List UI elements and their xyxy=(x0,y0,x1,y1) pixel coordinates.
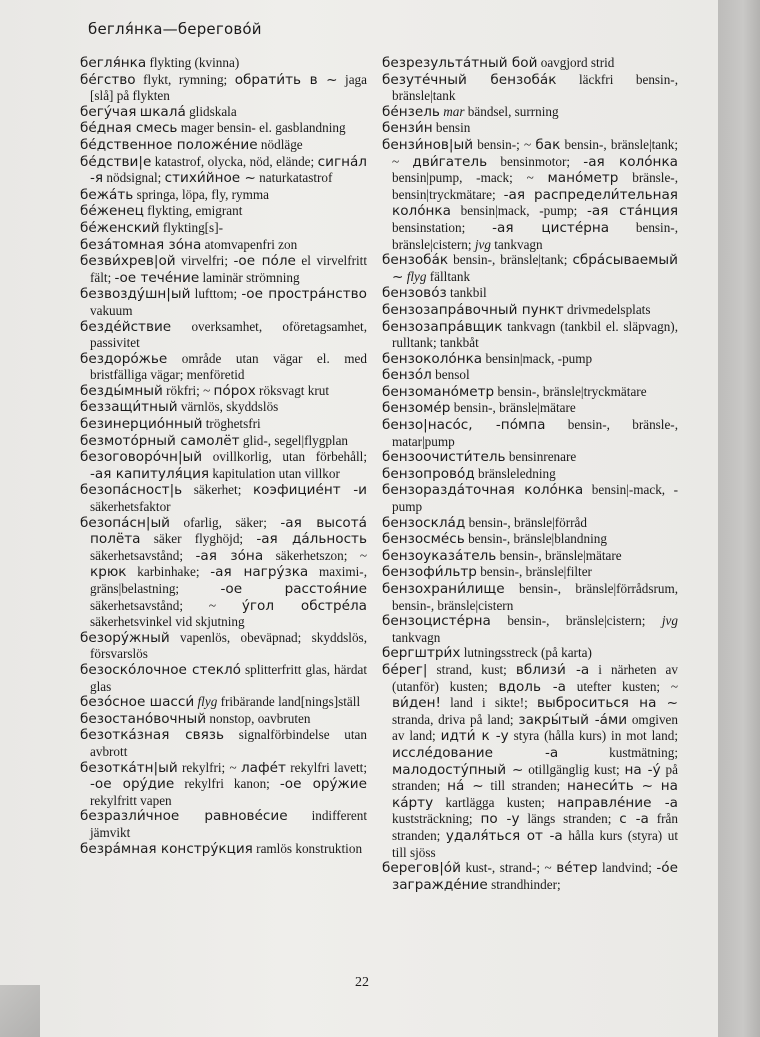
swedish-translation: från stranden; xyxy=(392,811,678,843)
swedish-translation: ovillkorlig, utan förbehåll; xyxy=(202,449,367,465)
dictionary-entry xyxy=(80,760,367,809)
swedish-translation: tankvagn xyxy=(490,236,543,252)
russian-term: закры́тый -а́ми xyxy=(518,711,628,728)
russian-term: сигна́л -я xyxy=(90,153,367,187)
dictionary-entry xyxy=(382,482,678,514)
russian-term: -ая коло́нка xyxy=(583,153,678,170)
russian-term: бездоро́жье xyxy=(80,350,168,367)
dictionary-entry xyxy=(382,120,678,137)
swedish-translation: kartlägga kusten; xyxy=(433,794,558,810)
russian-term: безрезульта́тный бой xyxy=(382,55,538,71)
dictionary-entry xyxy=(80,220,367,237)
swedish-translation: bensin-, bränsle|mätare xyxy=(450,400,576,416)
swedish-translation: signalförbindelse utan avbrott xyxy=(90,727,367,759)
russian-term: безо́сное шасси́ xyxy=(80,694,195,711)
russian-term: -о́е загражде́ние xyxy=(392,860,678,893)
swedish-translation: bensin-, bränsle|cistern; xyxy=(392,219,678,252)
russian-term: бежа́ть xyxy=(80,186,134,203)
swedish-translation: lutningsstreck (på karta) xyxy=(460,645,592,661)
dictionary-entry xyxy=(382,548,678,565)
russian-term: безинерцио́нный xyxy=(80,416,203,433)
dictionary-entry xyxy=(80,187,367,204)
russian-term: вблизи́ -а xyxy=(515,661,590,678)
right-column xyxy=(382,55,678,893)
swedish-translation: säkerhetsvinkel vid skjutning xyxy=(90,614,245,630)
swedish-translation: fälltank xyxy=(426,268,471,284)
swedish-translation: säkerhetszon; ~ xyxy=(263,547,367,563)
dictionary-entry xyxy=(80,433,367,450)
russian-term: бе́женский xyxy=(80,219,160,236)
russian-term: мано́метр xyxy=(547,170,619,187)
swedish-translation: bensin-, bränsle|filter xyxy=(476,564,592,580)
swedish-translation: bensin|mack, -pump xyxy=(482,350,593,366)
swedish-translation: mager bensin- el. gasblandning xyxy=(177,120,346,136)
swedish-translation: splitterfritt glas, härdat glas xyxy=(90,661,367,694)
russian-term: безуте́чный бензоба́к xyxy=(382,71,557,88)
russian-term: безра́мная констру́кция xyxy=(80,840,253,857)
russian-term: крюк xyxy=(90,564,127,581)
usage-label: jvg xyxy=(474,236,491,252)
dictionary-entry xyxy=(382,400,678,417)
swedish-translation: längs stranden; xyxy=(519,811,620,827)
dictionary-entry xyxy=(80,416,367,433)
swedish-translation: bränsleledning xyxy=(474,465,556,481)
swedish-translation: rekylfritt vapen xyxy=(90,792,172,808)
dictionary-entry xyxy=(80,383,367,400)
dictionary-entry xyxy=(80,154,367,187)
swedish-translation: rekylfri kanon; xyxy=(174,776,280,792)
swedish-translation: jaga [slå] på flykten xyxy=(90,71,368,104)
swedish-translation: naturkatastrof xyxy=(255,170,333,186)
dictionary-entry xyxy=(382,581,678,613)
swedish-translation: kustmätning; xyxy=(558,744,678,760)
dictionary-entry xyxy=(382,319,678,351)
swedish-translation: flykting, emigrant xyxy=(143,203,243,219)
russian-term: -ая распредели́тельная коло́нка xyxy=(392,186,678,220)
russian-term: -ое по́ле xyxy=(233,253,296,270)
russian-term: шкала́ xyxy=(139,103,186,120)
swedish-translation: el virvelfritt fält; xyxy=(90,253,367,285)
russian-term: бензоразда́точная коло́нка xyxy=(382,482,584,499)
dictionary-entry xyxy=(80,253,367,286)
page-number: 22 xyxy=(355,975,369,990)
swedish-translation: bensol xyxy=(431,367,470,383)
russian-term: бе́нзель xyxy=(382,103,440,120)
swedish-translation: nonstop, oavbruten xyxy=(206,710,311,726)
swedish-translation: till stranden; xyxy=(483,778,568,794)
swedish-translation: ramlös konstruktion xyxy=(252,840,363,856)
russian-term: бензофи́льтр xyxy=(382,564,477,581)
russian-term: бак xyxy=(535,136,561,153)
swedish-translation: på stranden; xyxy=(392,761,678,794)
russian-term: берегов|о́й xyxy=(382,860,461,877)
usage-label: flyg xyxy=(197,694,218,710)
dictionary-entry xyxy=(382,515,678,532)
swedish-translation: nödläge xyxy=(257,136,303,152)
russian-term: сбра́сываемый ~ xyxy=(392,252,678,285)
swedish-translation: omgiven av land; xyxy=(392,711,678,744)
swedish-translation: i närheten av (utanför) kusten; xyxy=(392,661,678,694)
dictionary-entry xyxy=(80,319,367,351)
dictionary-entry xyxy=(382,662,678,860)
russian-term: на -у́ xyxy=(624,761,661,778)
dictionary-entry xyxy=(382,72,678,104)
swedish-translation: kapitulation utan villkor xyxy=(209,465,340,481)
usage-label: mar xyxy=(443,103,465,119)
swedish-translation: säkerhetsavstånd; xyxy=(90,547,196,563)
swedish-translation: säker flyghöjd; xyxy=(140,531,257,547)
russian-term: ви́ден! xyxy=(392,695,441,712)
dictionary-entry xyxy=(382,564,678,581)
swedish-translation: kust-, strand-; ~ xyxy=(460,860,557,876)
swedish-translation: tröghetsfri xyxy=(202,416,261,432)
swedish-translation: bensinstation; xyxy=(392,219,493,235)
russian-term: безды́мный xyxy=(80,382,163,399)
russian-term: -ое ору́дие xyxy=(90,776,175,793)
swedish-translation: värnlös, skyddslös xyxy=(177,399,279,415)
swedish-translation: nödsignal; xyxy=(103,170,165,186)
swedish-translation: bensin-, bränsle|förråd xyxy=(465,514,587,530)
dictionary-entry xyxy=(80,711,367,728)
swedish-translation: bändsel, surrning xyxy=(464,103,559,119)
page-shadow-edge xyxy=(718,0,760,1037)
dictionary-entry xyxy=(80,482,367,514)
russian-term: бензоочисти́тель xyxy=(382,449,506,466)
russian-term: лафе́т xyxy=(240,759,286,776)
swedish-translation: land i sikte!; xyxy=(440,695,538,711)
dictionary-entry xyxy=(80,399,367,416)
russian-term: безостано́вочный xyxy=(80,710,207,727)
dictionary-entry xyxy=(80,104,367,121)
swedish-translation: tankvagn xyxy=(392,629,441,645)
russian-term: идти́ к -у xyxy=(440,728,509,745)
russian-term: бензоме́р xyxy=(382,400,451,417)
dictionary-entry xyxy=(80,727,367,759)
swedish-translation: bensin-, bränsle|cistern; xyxy=(490,613,662,629)
swedish-translation: oavgjord strid xyxy=(537,55,615,70)
russian-term: беззащи́тный xyxy=(80,399,178,416)
russian-term: безвозду́шн|ый xyxy=(80,286,191,303)
russian-term: безви́хрев|ой xyxy=(80,253,176,270)
swedish-translation: lufttom; xyxy=(190,286,242,302)
swedish-translation: bensinrenare xyxy=(505,449,577,465)
russian-term: бензоуказа́тель xyxy=(382,547,497,564)
russian-term: вдоль -а xyxy=(498,678,567,695)
russian-term: бензи́нов|ый xyxy=(382,136,474,153)
swedish-translation: säkerhet; xyxy=(182,482,253,498)
swedish-translation: springa, löpa, fly, rymma xyxy=(133,186,270,202)
russian-term: у́гол обстре́ла xyxy=(241,597,367,614)
russian-term: бензо́л xyxy=(382,367,432,384)
russian-term: беза́томная зо́на xyxy=(80,236,202,253)
swedish-translation: indifferent jämvikt xyxy=(90,808,368,840)
russian-term: безопа́сност|ь xyxy=(80,482,183,499)
swedish-translation: flykt, rymning; xyxy=(135,71,235,87)
russian-term: нанеси́ть ~ на ка́рту xyxy=(392,778,679,811)
dictionary-entry xyxy=(382,466,678,483)
swedish-translation: flykting (kvinna) xyxy=(146,55,240,70)
russian-term: бензоколо́нка xyxy=(382,350,483,367)
russian-term: безопа́сн|ый xyxy=(80,514,171,531)
russian-term: безмото́рный самолёт xyxy=(80,432,240,449)
russian-term: -ая нагру́зка xyxy=(210,564,309,581)
russian-term: -ое ору́жие xyxy=(279,776,367,793)
russian-term: безразли́чное равнове́сие xyxy=(80,808,288,825)
dictionary-entry xyxy=(80,351,367,383)
swedish-translation: maximi-, gräns|belastning; xyxy=(90,564,367,596)
swedish-translation: hålla kurs (styra) ut till sjöss xyxy=(392,827,679,860)
russian-term: бензозапра́вщик xyxy=(382,318,503,335)
usage-label: flyg xyxy=(406,268,427,284)
swedish-translation: otillgänglig kust; xyxy=(523,761,625,777)
swedish-translation: bensin-, bränsle|tryckmätare xyxy=(494,383,647,399)
dictionary-entry xyxy=(382,104,678,121)
russian-term: по́рох xyxy=(213,382,256,399)
russian-term: бензово́з xyxy=(382,285,447,302)
russian-term: -ая высота́ полёта xyxy=(90,514,367,548)
russian-term: бе́гство xyxy=(80,71,136,88)
swedish-translation: overksamhet, oföretagsamhet, passivitet xyxy=(90,318,367,351)
dictionary-entry xyxy=(382,351,678,368)
swedish-translation: tankbil xyxy=(446,285,487,301)
dictionary-entry xyxy=(382,55,678,72)
russian-term: бензи́н xyxy=(382,120,433,137)
dictionary-entry xyxy=(382,302,678,319)
swedish-translation: område utan vägar el. med bristfälliga vägar; menföretid xyxy=(90,350,367,383)
swedish-translation: bensin|mack, -pump; xyxy=(450,203,588,219)
swedish-translation: bensin|pump, -mack; ~ xyxy=(392,170,548,186)
dictionary-entry xyxy=(382,137,678,252)
dictionary-entry xyxy=(80,630,367,662)
swedish-translation: rekylfri lavett; xyxy=(285,759,368,775)
dictionary-entry xyxy=(382,449,678,466)
swedish-translation: atomvapenfri zon xyxy=(201,236,298,252)
swedish-translation: bensin-, bränsle-, matar|pump xyxy=(392,417,678,449)
page-corner-shadow xyxy=(0,985,40,1037)
dictionary-entry xyxy=(80,515,367,630)
russian-term: бе́дственное положе́ние xyxy=(80,136,258,153)
russian-term: -ая да́льность xyxy=(256,531,367,548)
russian-term: безоговоро́чн|ый xyxy=(80,449,203,466)
swedish-translation: bensin-, bränsle|tank; xyxy=(448,252,573,268)
dictionary-entry xyxy=(80,808,367,840)
russian-term: бензоба́к xyxy=(382,252,449,269)
russian-term: -ая ста́нция xyxy=(587,203,678,220)
swedish-translation: vapenlös, obeväpnad; skyddslös, försvarslös xyxy=(90,629,367,662)
swedish-translation: bensin-; ~ xyxy=(473,136,536,152)
russian-term: бензосме́сь xyxy=(382,531,465,548)
russian-term: направле́ние -а xyxy=(557,794,678,811)
russian-term: ве́тер xyxy=(556,860,598,877)
russian-term: по -у xyxy=(480,811,520,828)
swedish-translation: röksvagt krut xyxy=(255,382,330,398)
swedish-translation: rökfri; ~ xyxy=(162,382,214,398)
russian-term: бе́дстви|е xyxy=(80,153,152,170)
left-column xyxy=(80,55,367,857)
russian-term: -ое расстоя́ние xyxy=(220,581,367,597)
russian-term: малодосту́пный ~ xyxy=(392,761,524,778)
russian-term: бе́рег| xyxy=(382,661,428,678)
dictionary-entry xyxy=(80,449,367,482)
russian-term: -ая зо́на xyxy=(195,547,264,564)
russian-term: стихи́йное ~ xyxy=(164,170,256,187)
swedish-translation: strand, kust; xyxy=(427,661,516,677)
dictionary-entry xyxy=(80,237,367,254)
swedish-translation: landvind; xyxy=(597,860,657,876)
russian-term: бензомано́метр xyxy=(382,383,495,400)
swedish-translation: läckfri bensin-, bränsle|tank xyxy=(392,71,678,104)
russian-term: безотка́тн|ый xyxy=(80,759,178,776)
russian-term: бензохрани́лище xyxy=(382,581,505,597)
swedish-translation: vakuum xyxy=(90,302,133,318)
russian-term: бензопрово́д xyxy=(382,465,475,482)
running-head: бегля́нка—берегово́й xyxy=(88,20,262,38)
russian-term: -ое простра́нство xyxy=(241,286,367,303)
swedish-translation: flykting[s]- xyxy=(159,219,223,235)
swedish-translation: fribärande land[nings]ställ xyxy=(217,694,361,710)
dictionary-entry xyxy=(382,384,678,401)
russian-term: бензоскла́д xyxy=(382,514,466,531)
dictionary-entry xyxy=(80,694,367,711)
dictionary-entry xyxy=(80,55,367,72)
russian-term: бегля́нка xyxy=(80,55,147,71)
usage-label: jvg xyxy=(661,613,678,629)
swedish-translation: bensin-, bränsle|blandning xyxy=(464,531,607,547)
russian-term: бегу́чая xyxy=(80,103,137,120)
russian-term: обрати́ть в ~ xyxy=(234,71,338,88)
russian-term: удаля́ться от -а xyxy=(445,827,563,844)
dictionary-entry xyxy=(80,286,367,318)
russian-term: бензозапра́вочный пункт xyxy=(382,301,564,318)
swedish-translation: stranda, driva på land; xyxy=(392,711,519,727)
russian-term: бензо|насо́с, -по́мпа xyxy=(382,417,546,434)
russian-term: бе́дная смесь xyxy=(80,120,178,137)
dictionary-entry xyxy=(382,645,678,662)
swedish-translation: bensin|-mack, -pump xyxy=(392,482,678,515)
russian-term: коэфицие́нт -и xyxy=(252,482,367,499)
russian-term: бергштри́х xyxy=(382,645,461,662)
dictionary-entry xyxy=(382,613,678,645)
dictionary-entry xyxy=(80,72,367,104)
dictionary-entry xyxy=(80,120,367,137)
russian-term: безотка́зная связь xyxy=(80,727,225,744)
swedish-translation: katastrof, olycka, nöd, elände; xyxy=(151,153,318,169)
swedish-translation: bensin-, bränsle|tank; ~ xyxy=(392,136,678,169)
dictionary-entry xyxy=(382,285,678,302)
russian-term: бензоцисте́рна xyxy=(382,613,491,630)
swedish-translation: rekylfri; ~ xyxy=(177,759,241,775)
russian-term: -ая капитуля́ция xyxy=(90,465,210,482)
swedish-translation: bensinmotor; xyxy=(487,153,584,169)
dictionary-entry xyxy=(382,252,678,285)
dictionary-entry xyxy=(382,367,678,384)
swedish-translation: bränsle-, bensin|tryckmätare; xyxy=(392,170,678,202)
dictionary-entry xyxy=(80,841,367,858)
dictionary-entry xyxy=(382,417,678,449)
russian-term: бе́женец xyxy=(80,203,144,220)
dictionary-entry xyxy=(80,137,367,154)
swedish-translation: bensin-, bränsle|förrådsrum, bensin-, bränsle|cistern xyxy=(392,581,678,613)
russian-term: на́ ~ xyxy=(447,778,484,795)
swedish-translation: drivmedelsplats xyxy=(563,301,651,317)
swedish-translation: kuststräckning; xyxy=(392,811,481,827)
swedish-translation: ofarlig, säker; xyxy=(170,514,281,530)
dictionary-entry xyxy=(382,860,678,893)
dictionary-entry xyxy=(80,662,367,694)
swedish-translation: glidskala xyxy=(185,103,237,119)
dictionary-entry xyxy=(382,531,678,548)
swedish-translation: virvelfri; xyxy=(175,253,234,269)
swedish-translation: säkerhetsavstånd; ~ xyxy=(90,597,242,613)
swedish-translation: styra (hålla kurs) in mot land; xyxy=(508,728,678,744)
swedish-translation: glid-, segel|flygplan xyxy=(239,432,349,448)
russian-term: -ая цисте́рна xyxy=(492,219,610,236)
swedish-translation: tankvagn (tankbil el. släpvagn), rulltank; tankbåt xyxy=(392,318,678,351)
swedish-translation: laminär strömning xyxy=(199,269,300,285)
russian-term: с -а xyxy=(619,811,649,828)
swedish-translation: utefter kusten; ~ xyxy=(566,678,679,694)
russian-term: безоско́лочное стекло́ xyxy=(80,661,241,678)
russian-term: безору́жный xyxy=(80,629,170,646)
russian-term: иссле́дование -а xyxy=(392,744,559,761)
russian-term: -ое тече́ние xyxy=(114,269,200,286)
russian-term: безде́йствие xyxy=(80,318,172,335)
swedish-translation: bensin-, bränsle|mätare xyxy=(496,547,622,563)
swedish-translation: strandhinder; xyxy=(487,876,561,892)
russian-term: выброситься на ~ xyxy=(537,695,678,712)
swedish-translation: säkerhetsfaktor xyxy=(90,499,171,515)
swedish-translation: bensin xyxy=(432,120,471,136)
swedish-translation: karbinhake; xyxy=(126,564,211,580)
dictionary-entry xyxy=(80,203,367,220)
russian-term: дви́гатель xyxy=(412,153,488,170)
